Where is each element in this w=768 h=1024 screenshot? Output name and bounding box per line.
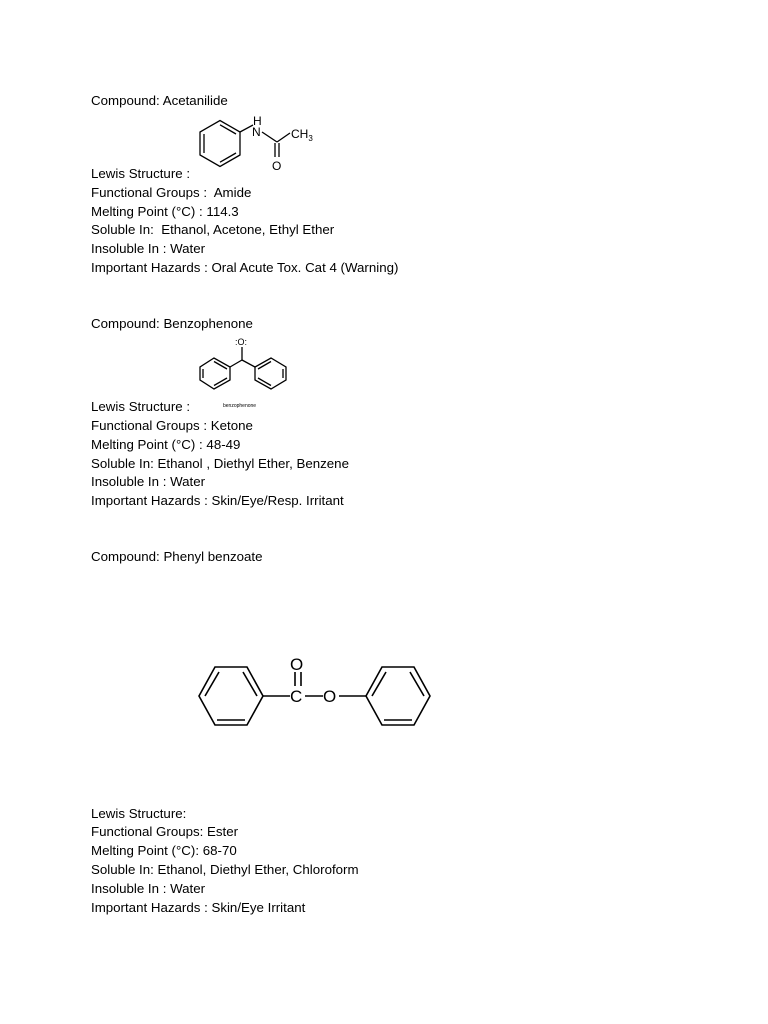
- benzene-ring-right: [255, 358, 286, 389]
- benzene-ring: [200, 121, 240, 167]
- methyl-label: CH: [291, 127, 309, 141]
- carbonyl-oxygen-label: O: [290, 655, 304, 674]
- lewis-structure-label: Lewis Structure :: [91, 166, 191, 181]
- oxygen-label: :O:: [235, 337, 248, 347]
- soluble-in: Soluble In: Ethanol, Diethyl Ether, Chloroform: [91, 862, 359, 877]
- compound-name: Compound: Acetanilide: [91, 93, 228, 108]
- benzene-ring-left: [199, 667, 263, 725]
- functional-groups: Functional Groups : Ketone: [91, 418, 253, 433]
- important-hazards: Important Hazards : Skin/Eye Irritant: [91, 900, 306, 915]
- melting-point: Melting Point (°C) : 114.3: [91, 204, 239, 219]
- melting-point: Melting Point (°C) : 48-49: [91, 437, 241, 452]
- hydrogen-label: H: [253, 114, 262, 128]
- carbonyl-carbon-label: C: [290, 687, 303, 706]
- compound-name: Compound: Benzophenone: [91, 316, 253, 331]
- insoluble-in: Insoluble In : Water: [91, 881, 206, 896]
- compound-name: Compound: Phenyl benzoate: [91, 549, 263, 564]
- melting-point: Melting Point (°C): 68-70: [91, 843, 237, 858]
- lewis-structure-label: Lewis Structure:: [91, 806, 187, 821]
- important-hazards: Important Hazards : Skin/Eye/Resp. Irritant: [91, 493, 344, 508]
- insoluble-in: Insoluble In : Water: [91, 241, 206, 256]
- nitrogen-label: N: [252, 125, 261, 139]
- phenyl-benzoate-structure: [195, 652, 435, 730]
- acetanilide-structure: [195, 112, 325, 174]
- benzophenone-structure: [195, 334, 295, 412]
- important-hazards: Important Hazards : Oral Acute Tox. Cat 4 (Warning): [91, 260, 399, 275]
- functional-groups: Functional Groups : Amide: [91, 185, 252, 200]
- soluble-in: Soluble In: Ethanol , Diethyl Ether, Benzene: [91, 456, 349, 471]
- functional-groups: Functional Groups: Ester: [91, 824, 239, 839]
- benzene-ring-right: [366, 667, 430, 725]
- oxygen-label: O: [272, 159, 282, 173]
- methyl-subscript: 3: [308, 134, 313, 143]
- soluble-in: Soluble In: Ethanol, Acetone, Ethyl Ether: [91, 222, 335, 237]
- lewis-structure-label: Lewis Structure :: [91, 399, 191, 414]
- svg-text:CH3: [291, 127, 313, 143]
- structure-caption: benzophenone: [223, 403, 257, 409]
- ester-oxygen-label: O: [323, 687, 337, 706]
- benzene-ring-left: [200, 358, 230, 389]
- insoluble-in: Insoluble In : Water: [91, 474, 206, 489]
